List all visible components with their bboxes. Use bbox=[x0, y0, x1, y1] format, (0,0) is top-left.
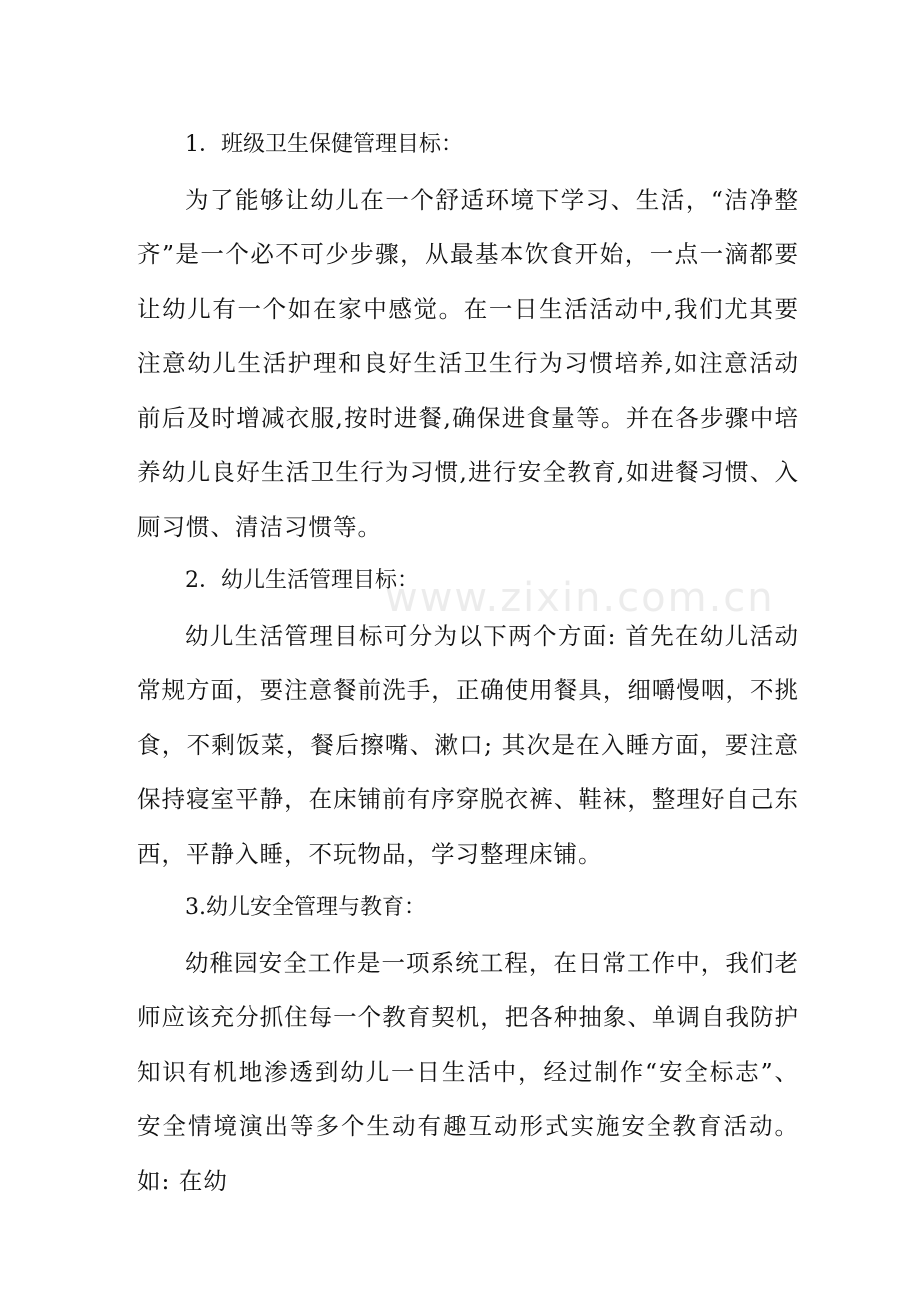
section-2-paragraph: 幼儿生活管理目标可分为以下两个方面: 首先在幼儿活动常规方面，要注意餐前洗手，正确使用餐具，细嚼慢咽，不挑食，不剩饭菜，餐后擦嘴、漱口; 其次是在入睡方面，要注意保持寝室平静，在床铺前有序穿脱衣裤、鞋袜，整理好自己东西，平静入睡，不玩物品，学习整理床铺。 bbox=[137, 621, 799, 868]
section-3-heading: 3.幼儿安全管理与教育： bbox=[185, 895, 426, 920]
watermark: www.zixin.com.cn bbox=[385, 575, 775, 621]
section-3-paragraph: 幼稚园安全工作是一项系统工程，在日常工作中，我们老师应该充分抓住每一个教育契机，把各种抽象、单调自我防护知识有机地渗透到幼儿一日生活中，经过制作“安全标志”、安全情境演出等多个生动有趣互动形式实施安全教育活动。如: 在幼 bbox=[137, 948, 799, 1195]
section-1-paragraph: 为了能够让幼儿在一个舒适环境下学习、生活，“洁净整齐”是一个必不可少步骤，从最基本饮食开始，一点一滴都要让幼儿有一个如在家中感觉。在一日生活活动中,我们尤其要注意幼儿生活护理和良好生活卫生行为习惯培养,如注意活动前后及时增减衣服,按时进餐,确保进食量等。并在各步骤中培养幼儿良好生活卫生行为习惯,进行安全教育,如进餐习惯、入厕习惯、清洁习惯等。 bbox=[137, 185, 799, 541]
section-2-heading: 2．幼儿生活管理目标： bbox=[185, 568, 419, 593]
section-1-heading: 1．班级卫生保健管理目标： bbox=[185, 132, 463, 157]
document-body bbox=[137, 118, 799, 1208]
